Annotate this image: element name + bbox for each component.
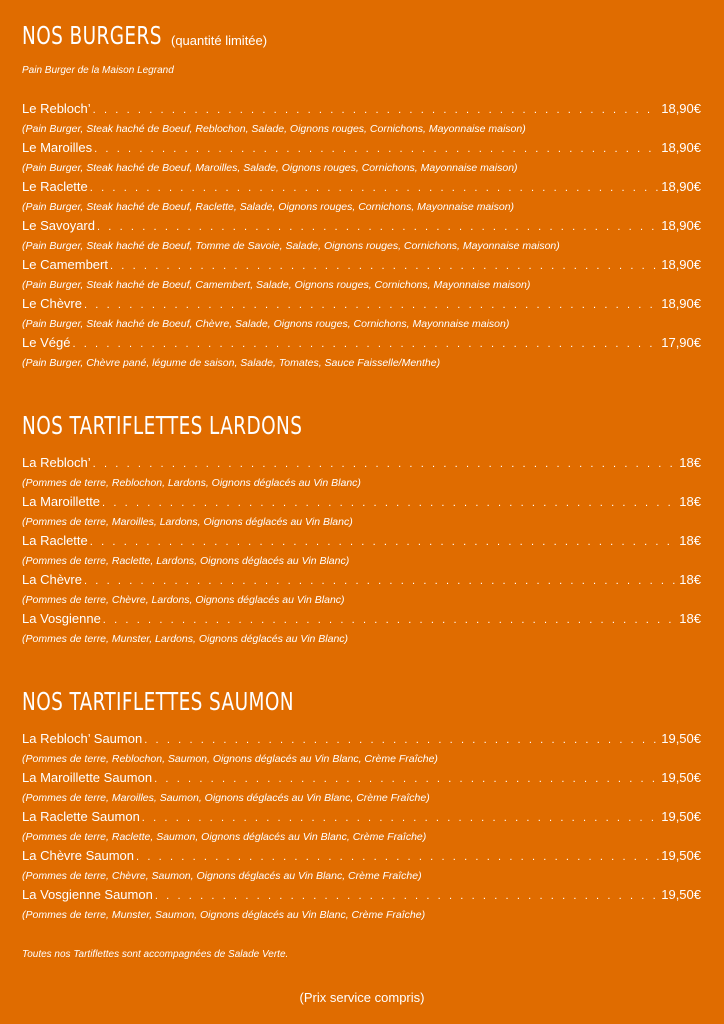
item-price: 18€ bbox=[679, 455, 701, 470]
item-price: 18,90€ bbox=[661, 101, 701, 116]
item-name: La Raclette Saumon bbox=[22, 809, 140, 824]
item-price: 18€ bbox=[679, 572, 701, 587]
burgers-note: (quantité limitée) bbox=[171, 33, 268, 48]
item-name: La Raclette bbox=[22, 533, 88, 548]
item-name: Le Savoyard bbox=[22, 218, 95, 233]
item-price: 18,90€ bbox=[661, 296, 701, 311]
item-name: La Vosgienne Saumon bbox=[22, 887, 153, 902]
dot-leader bbox=[155, 890, 659, 902]
dot-leader bbox=[144, 734, 659, 746]
dot-leader bbox=[90, 182, 659, 194]
item-name: La Maroillette Saumon bbox=[22, 770, 153, 785]
item-description: (Pommes de terre, Raclette, Saumon, Oignons déglacés au Vin Blanc, Crème Fraîche) bbox=[22, 831, 427, 843]
item-price: 18€ bbox=[679, 533, 701, 548]
dot-leader bbox=[102, 497, 677, 509]
menu-item bbox=[22, 257, 701, 275]
item-description: (Pommes de terre, Chèvre, Saumon, Oignons déglacés au Vin Blanc, Crème Fraîche) bbox=[22, 870, 422, 882]
item-description: (Pommes de terre, Chèvre, Lardons, Oignons déglacés au Vin Blanc) bbox=[22, 594, 345, 606]
item-name: La Vosgienne bbox=[22, 611, 101, 626]
item-name: Le Maroilles bbox=[22, 140, 93, 155]
dot-leader bbox=[93, 104, 660, 116]
item-price: 18€ bbox=[679, 494, 701, 509]
dot-leader bbox=[142, 812, 659, 824]
item-description: (Pain Burger, Steak haché de Boeuf, Camembert, Salade, Oignons rouges, Cornichons, Mayonnaise maison) bbox=[22, 279, 531, 291]
lardons-title: NOS TARTIFLETTES LARDONS bbox=[22, 411, 303, 440]
item-name: Le Végé bbox=[22, 335, 71, 350]
dot-leader bbox=[93, 458, 678, 470]
saumon-title: NOS TARTIFLETTES SAUMON bbox=[22, 687, 294, 716]
dot-leader bbox=[103, 614, 678, 626]
item-description: (Pain Burger, Steak haché de Boeuf, Reblochon, Salade, Oignons rouges, Cornichons, Mayonnaise maison) bbox=[22, 123, 526, 135]
item-name: La Rebloch’ Saumon bbox=[22, 731, 143, 746]
menu-item bbox=[22, 140, 701, 158]
item-price: 19,50€ bbox=[661, 809, 701, 824]
item-description: (Pain Burger, Chèvre pané, légume de saison, Salade, Tomates, Sauce Faisselle/Menthe) bbox=[22, 357, 441, 369]
menu-item bbox=[22, 533, 701, 551]
item-description: (Pain Burger, Steak haché de Boeuf, Maroilles, Salade, Oignons rouges, Cornichons, Mayonnaise maison) bbox=[22, 162, 518, 174]
item-description: (Pain Burger, Steak haché de Boeuf, Chèvre, Salade, Oignons rouges, Cornichons, Mayonnaise maison) bbox=[22, 318, 510, 330]
burgers-subnote: Pain Burger de la Maison Legrand bbox=[22, 65, 174, 76]
item-price: 18,90€ bbox=[661, 257, 701, 272]
menu-item bbox=[22, 494, 701, 512]
item-price: 17,90€ bbox=[661, 335, 701, 350]
item-price: 18€ bbox=[679, 611, 701, 626]
item-description: (Pain Burger, Steak haché de Boeuf, Raclette, Salade, Oignons rouges, Cornichons, Mayonnaise maison) bbox=[22, 201, 515, 213]
item-name: Le Rebloch’ bbox=[22, 101, 91, 116]
item-name: La Maroillette bbox=[22, 494, 101, 509]
item-name: La Chèvre Saumon bbox=[22, 848, 135, 863]
item-name: Le Raclette bbox=[22, 179, 88, 194]
item-description: (Pommes de terre, Munster, Lardons, Oignons déglacés au Vin Blanc) bbox=[22, 633, 349, 645]
item-price: 18,90€ bbox=[661, 218, 701, 233]
item-name: Le Camembert bbox=[22, 257, 108, 272]
menu-item bbox=[22, 770, 701, 788]
menu-item bbox=[22, 887, 701, 905]
dot-leader bbox=[84, 575, 677, 587]
item-price: 19,50€ bbox=[661, 731, 701, 746]
menu-item bbox=[22, 611, 701, 629]
item-price: 18,90€ bbox=[661, 179, 701, 194]
menu-item bbox=[22, 731, 701, 749]
item-name: Le Chèvre bbox=[22, 296, 82, 311]
dot-leader bbox=[94, 143, 659, 155]
item-name: La Chèvre bbox=[22, 572, 82, 587]
salad-note: Toutes nos Tartiflettes sont accompagnées de Salade Verte. bbox=[22, 949, 289, 960]
item-description: (Pommes de terre, Reblochon, Lardons, Oignons déglacés au Vin Blanc) bbox=[22, 477, 361, 489]
menu-item bbox=[22, 218, 701, 236]
burgers-title: NOS BURGERS bbox=[22, 21, 162, 50]
item-price: 19,50€ bbox=[661, 887, 701, 902]
dot-leader bbox=[136, 851, 659, 863]
menu-item bbox=[22, 335, 701, 353]
item-description: (Pommes de terre, Maroilles, Saumon, Oignons déglacés au Vin Blanc, Crème Fraîche) bbox=[22, 792, 430, 804]
menu-item bbox=[22, 809, 701, 827]
menu-item bbox=[22, 179, 701, 197]
item-price: 19,50€ bbox=[661, 848, 701, 863]
dot-leader bbox=[90, 536, 678, 548]
item-description: (Pain Burger, Steak haché de Boeuf, Tomme de Savoie, Salade, Oignons rouges, Cornichons, Mayonnaise maison) bbox=[22, 240, 560, 252]
item-name: La Rebloch’ bbox=[22, 455, 91, 470]
menu-item bbox=[22, 101, 701, 119]
item-description: (Pommes de terre, Reblochon, Saumon, Oignons déglacés au Vin Blanc, Crème Fraîche) bbox=[22, 753, 438, 765]
item-description: (Pommes de terre, Raclette, Lardons, Oignons déglacés au Vin Blanc) bbox=[22, 555, 350, 567]
menu-item bbox=[22, 296, 701, 314]
item-description: (Pommes de terre, Munster, Saumon, Oignons déglacés au Vin Blanc, Crème Fraîche) bbox=[22, 909, 426, 921]
menu-item bbox=[22, 455, 701, 473]
dot-leader bbox=[72, 338, 659, 350]
item-description: (Pommes de terre, Maroilles, Lardons, Oignons déglacés au Vin Blanc) bbox=[22, 516, 353, 528]
menu-item bbox=[22, 848, 701, 866]
dot-leader bbox=[110, 260, 659, 272]
dot-leader bbox=[154, 773, 659, 785]
item-price: 18,90€ bbox=[661, 140, 701, 155]
dot-leader bbox=[84, 299, 659, 311]
service-note: (Prix service compris) bbox=[299, 990, 425, 1005]
item-price: 19,50€ bbox=[661, 770, 701, 785]
dot-leader bbox=[97, 221, 659, 233]
menu-item bbox=[22, 572, 701, 590]
